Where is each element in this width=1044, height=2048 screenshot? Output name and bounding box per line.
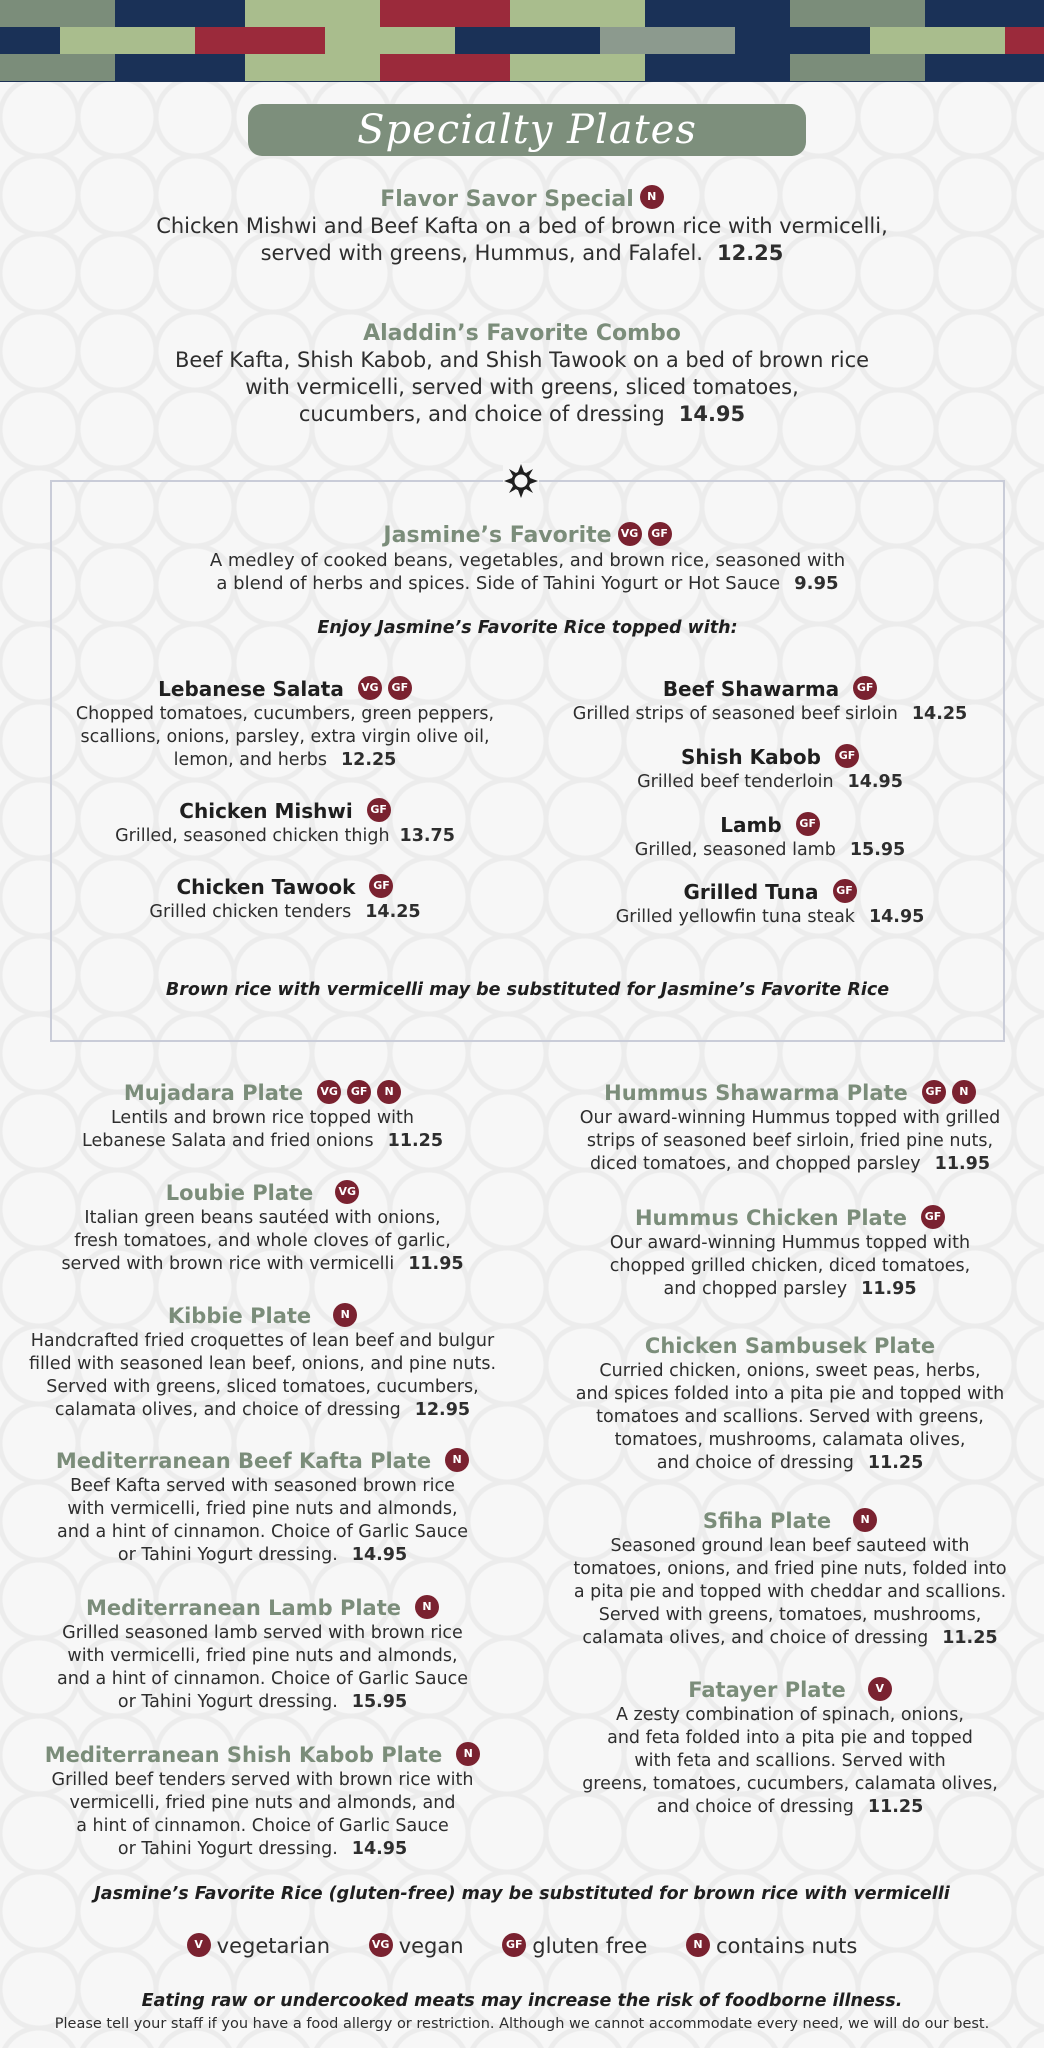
item-desc: calamata olives, and choice of dressing xyxy=(54,1400,401,1420)
legend-label: gluten free xyxy=(532,1934,648,1958)
nuts-badge-icon: N xyxy=(333,1303,357,1327)
gluten-free-badge-icon: GF xyxy=(922,1080,946,1104)
header-stripes xyxy=(0,0,1044,82)
item-price: 12.95 xyxy=(414,1400,471,1420)
legend-label: contains nuts xyxy=(715,1934,858,1958)
item-desc: Italian green beans sautéed with onions, xyxy=(84,1208,441,1228)
gluten-free-badge-icon: GF xyxy=(502,1933,526,1957)
item-desc: Beef Kafta served with seasoned brown rice xyxy=(70,1476,455,1496)
item-name: Loubie Plate xyxy=(165,1181,314,1205)
vegan-badge-icon: VG xyxy=(369,1933,393,1957)
item-desc: and a hint of cinnamon. Choice of Garlic Sauce xyxy=(57,1669,468,1689)
item-desc: a hint of cinnamon. Choice of Garlic Sauce xyxy=(76,1816,449,1836)
item-price: 14.95 xyxy=(678,402,746,426)
item-price: 14.95 xyxy=(351,1839,408,1859)
substitution-note: Brown rice with vermicelli may be substituted for Jasmine’s Favorite Rice xyxy=(165,980,890,1000)
item-desc: with vermicelli, served with greens, sliced tomatoes, xyxy=(245,375,799,399)
item-name: Mujadara Plate xyxy=(123,1081,304,1105)
legend-item xyxy=(369,1934,464,1959)
item-desc: Beef Kafta, Shish Kabob, and Shish Tawook on a bed of brown rice xyxy=(174,348,870,372)
plate-loubie xyxy=(30,1180,495,1276)
item-price: 14.25 xyxy=(911,704,968,724)
item-name: Hummus Shawarma Plate xyxy=(604,1081,908,1105)
item-name: Flavor Savor Special xyxy=(380,187,634,212)
gluten-free-badge-icon: GF xyxy=(347,1080,371,1104)
item-desc: served with greens, Hummus, and Falafel. xyxy=(260,241,703,265)
jasmine-favorite xyxy=(50,524,1005,640)
item-desc: Curried chicken, onions, sweet peas, herbs, xyxy=(599,1361,981,1381)
gluten-free-note: Jasmine’s Favorite Rice (gluten-free) may be substituted for brown rice with vermicelli xyxy=(94,1884,950,1904)
plate-kibbie xyxy=(20,1303,505,1422)
item-desc: Grilled beef tenders served with brown rice with xyxy=(51,1770,474,1790)
item-price: 11.95 xyxy=(861,1279,917,1299)
item-desc: Our award-winning Hummus topped with xyxy=(609,1233,971,1253)
item-price: 14.95 xyxy=(868,907,925,927)
item-price: 11.25 xyxy=(942,1628,998,1648)
nuts-badge-icon: N xyxy=(415,1595,439,1619)
item-name: Mediterranean Lamb Plate xyxy=(86,1596,401,1620)
item-price: 11.95 xyxy=(934,1154,990,1174)
item-desc: vermicelli, fried pine nuts and almonds, and xyxy=(69,1793,456,1813)
item-name: Chicken Tawook xyxy=(176,875,356,899)
item-desc: filled with seasoned lean beef, onions, and pine nuts. xyxy=(28,1354,497,1374)
nuts-badge-icon: N xyxy=(952,1080,976,1104)
item-price: 14.25 xyxy=(365,902,421,922)
topped-heading: Enjoy Jasmine’s Favorite Rice topped with: xyxy=(317,618,738,638)
item-name: Fatayer Plate xyxy=(688,1678,846,1702)
item-price: 11.25 xyxy=(867,1797,924,1817)
gluten-free-badge-icon: GF xyxy=(796,812,820,836)
topping-lamb xyxy=(540,814,1000,862)
item-price: 11.25 xyxy=(867,1453,924,1473)
item-desc: Our award-winning Hummus topped with grilled xyxy=(579,1108,1001,1128)
item-name: Beef Shawarma xyxy=(662,677,840,701)
allergy-note: Please tell your staff if you have a food allergy or restriction. Although we cannot accommodate every need, we will do our best. xyxy=(54,2016,990,2032)
item-desc: a blend of herbs and spices. Side of Tahini Yogurt or Hot Sauce xyxy=(216,573,781,594)
item-desc: and choice of dressing xyxy=(656,1797,854,1817)
item-price: 14.95 xyxy=(351,1545,408,1565)
item-name: Lebanese Salata xyxy=(158,677,344,701)
item-name: Jasmine’s Favorite xyxy=(383,523,612,548)
vegan-badge-icon: VG xyxy=(358,676,382,700)
aladdins-favorite-combo xyxy=(0,320,1044,428)
item-desc: and chopped parsley xyxy=(663,1279,848,1299)
plate-fatayer xyxy=(555,1677,1025,1819)
topping-chicken-mishwi xyxy=(60,800,510,848)
item-desc: Served with greens, tomatoes, mushrooms, xyxy=(598,1605,982,1625)
item-desc: and spices folded into a pita pie and topped with xyxy=(575,1384,1005,1404)
item-price: 12.25 xyxy=(341,750,397,770)
item-name: Sfiha Plate xyxy=(702,1509,832,1533)
legend-label: vegetarian xyxy=(216,1934,331,1958)
legend-label: vegan xyxy=(398,1934,464,1958)
plate-chicken-sambusek xyxy=(555,1333,1025,1475)
nuts-badge-icon: N xyxy=(640,185,664,209)
item-desc: diced tomatoes, and chopped parsley xyxy=(590,1154,921,1174)
item-desc: calamata olives, and choice of dressing xyxy=(582,1628,929,1648)
item-name: Mediterranean Beef Kafta Plate xyxy=(55,1449,432,1473)
item-price: 15.95 xyxy=(351,1692,408,1712)
nuts-badge-icon: N xyxy=(445,1448,469,1472)
item-desc: lemon, and herbs xyxy=(173,750,327,770)
legend-item xyxy=(187,1934,330,1959)
item-desc: served with brown rice with vermicelli xyxy=(61,1254,395,1274)
item-desc: strips of seasoned beef sirloin, fried pine nuts, xyxy=(586,1131,994,1151)
nuts-badge-icon: N xyxy=(456,1742,480,1766)
item-desc: and choice of dressing xyxy=(656,1453,854,1473)
plate-lamb xyxy=(30,1595,495,1714)
title-banner xyxy=(248,104,806,156)
item-desc: tomatoes, onions, and fried pine nuts, folded into xyxy=(573,1559,1007,1579)
legend-item xyxy=(502,1934,647,1959)
item-desc: Lebanese Salata and fried onions xyxy=(82,1131,374,1151)
item-desc: with feta and scallions. Served with xyxy=(634,1751,946,1771)
item-desc: Lentils and brown rice topped with xyxy=(110,1108,414,1128)
item-desc: Chopped tomatoes, cucumbers, green peppers, xyxy=(75,704,495,724)
item-desc: Grilled seasoned lamb served with brown rice xyxy=(62,1623,463,1643)
item-desc: cucumbers, and choice of dressing xyxy=(298,402,665,426)
gluten-free-badge-icon: GF xyxy=(369,874,393,898)
item-name: Chicken Mishwi xyxy=(179,799,353,823)
item-desc: greens, tomatoes, cucumbers, calamata olives, xyxy=(582,1774,998,1794)
item-name: Hummus Chicken Plate xyxy=(634,1206,907,1230)
gluten-free-badge-icon: GF xyxy=(835,744,859,768)
item-desc: or Tahini Yogurt dressing. xyxy=(117,1692,338,1712)
topping-lebanese-salata xyxy=(60,678,510,772)
item-price: 11.95 xyxy=(408,1254,464,1274)
item-desc: A medley of cooked beans, vegetables, and brown rice, seasoned with xyxy=(209,550,846,571)
item-name: Grilled Tuna xyxy=(683,880,819,904)
vegan-badge-icon: VG xyxy=(335,1180,359,1204)
plate-hummus-shawarma xyxy=(555,1080,1025,1176)
item-name: Shish Kabob xyxy=(681,745,821,769)
vegan-badge-icon: VG xyxy=(618,522,642,546)
item-desc: and a hint of cinnamon. Choice of Garlic Sauce xyxy=(57,1522,468,1542)
plate-shish-kabob xyxy=(30,1742,495,1861)
item-desc: tomatoes and scallions. Served with greens, xyxy=(596,1407,984,1427)
plate-mujadara xyxy=(30,1080,495,1153)
item-name: Lamb xyxy=(720,813,782,837)
item-desc: tomatoes, mushrooms, calamata olives, xyxy=(614,1430,966,1450)
nuts-badge-icon: N xyxy=(686,1933,710,1957)
gluten-free-badge-icon: GF xyxy=(388,676,412,700)
food-safety-warning: Eating raw or undercooked meats may increase the risk of foodborne illness. xyxy=(141,1991,903,2011)
plate-sfiha xyxy=(555,1508,1025,1650)
item-price: 14.95 xyxy=(847,772,903,792)
item-price: 13.75 xyxy=(399,826,455,846)
item-desc: chopped grilled chicken, diced tomatoes, xyxy=(609,1256,971,1276)
item-desc: or Tahini Yogurt dressing. xyxy=(117,1545,338,1565)
vegetarian-badge-icon: V xyxy=(868,1677,892,1701)
item-desc: Grilled, seasoned chicken thigh xyxy=(115,826,390,846)
item-desc: Served with greens, sliced tomatoes, cucumbers, xyxy=(46,1377,479,1397)
item-name: Mediterranean Shish Kabob Plate xyxy=(44,1743,443,1767)
item-desc: and feta folded into a pita pie and topped xyxy=(607,1728,973,1748)
item-name: Aladdin’s Favorite Combo xyxy=(363,321,681,346)
vegan-badge-icon: VG xyxy=(317,1080,341,1104)
item-name: Chicken Sambusek Plate xyxy=(644,1334,936,1358)
vegetarian-badge-icon: V xyxy=(187,1933,211,1957)
item-desc: Grilled strips of seasoned beef sirloin xyxy=(572,704,898,724)
gluten-free-badge-icon: GF xyxy=(921,1205,945,1229)
legend-item xyxy=(686,1934,857,1959)
sun-icon xyxy=(503,463,539,499)
item-price: 9.95 xyxy=(794,573,839,594)
nuts-badge-icon: N xyxy=(853,1508,877,1532)
topping-beef-shawarma xyxy=(540,678,1000,726)
item-desc: with vermicelli, fried pine nuts and almonds, xyxy=(67,1646,458,1666)
item-desc: Grilled beef tenderloin xyxy=(637,772,834,792)
item-desc: or Tahini Yogurt dressing. xyxy=(117,1839,338,1859)
item-desc: with vermicelli, fried pine nuts and almonds, xyxy=(67,1499,458,1519)
topping-grilled-tuna xyxy=(540,881,1000,929)
item-desc: scallions, onions, parsley, extra virgin olive oil, xyxy=(80,727,490,747)
topping-chicken-tawook xyxy=(60,876,510,924)
item-desc: A zesty combination of spinach, onions, xyxy=(616,1705,964,1725)
item-desc: Grilled yellowfin tuna steak xyxy=(615,907,855,927)
gluten-free-badge-icon: GF xyxy=(833,879,857,903)
gluten-free-badge-icon: GF xyxy=(853,676,877,700)
item-desc: Seasoned ground lean beef sauteed with xyxy=(610,1536,970,1556)
item-desc: Grilled chicken tenders xyxy=(149,902,352,922)
item-name: Kibbie Plate xyxy=(167,1304,312,1328)
item-price: 12.25 xyxy=(716,241,784,265)
item-desc: a pita pie and topped with cheddar and scallions. xyxy=(573,1582,1007,1602)
item-desc: fresh tomatoes, and whole cloves of garlic, xyxy=(74,1231,451,1251)
legend xyxy=(0,1934,1044,1959)
item-desc: Chicken Mishwi and Beef Kafta on a bed of brown rice with vermicelli, xyxy=(156,214,888,238)
plate-beef-kafta xyxy=(30,1448,495,1567)
topping-shish-kabob xyxy=(540,746,1000,794)
nuts-badge-icon: N xyxy=(377,1080,401,1104)
page-title: Specialty Plates xyxy=(357,107,697,153)
flavor-savor-special xyxy=(0,186,1044,267)
item-desc: Handcrafted fried croquettes of lean beef and bulgur xyxy=(30,1331,495,1351)
gluten-free-badge-icon: GF xyxy=(367,798,391,822)
item-desc: Grilled, seasoned lamb xyxy=(634,840,836,860)
plate-hummus-chicken xyxy=(555,1205,1025,1301)
gluten-free-badge-icon: GF xyxy=(648,522,672,546)
item-price: 15.95 xyxy=(849,840,906,860)
item-price: 11.25 xyxy=(387,1131,443,1151)
